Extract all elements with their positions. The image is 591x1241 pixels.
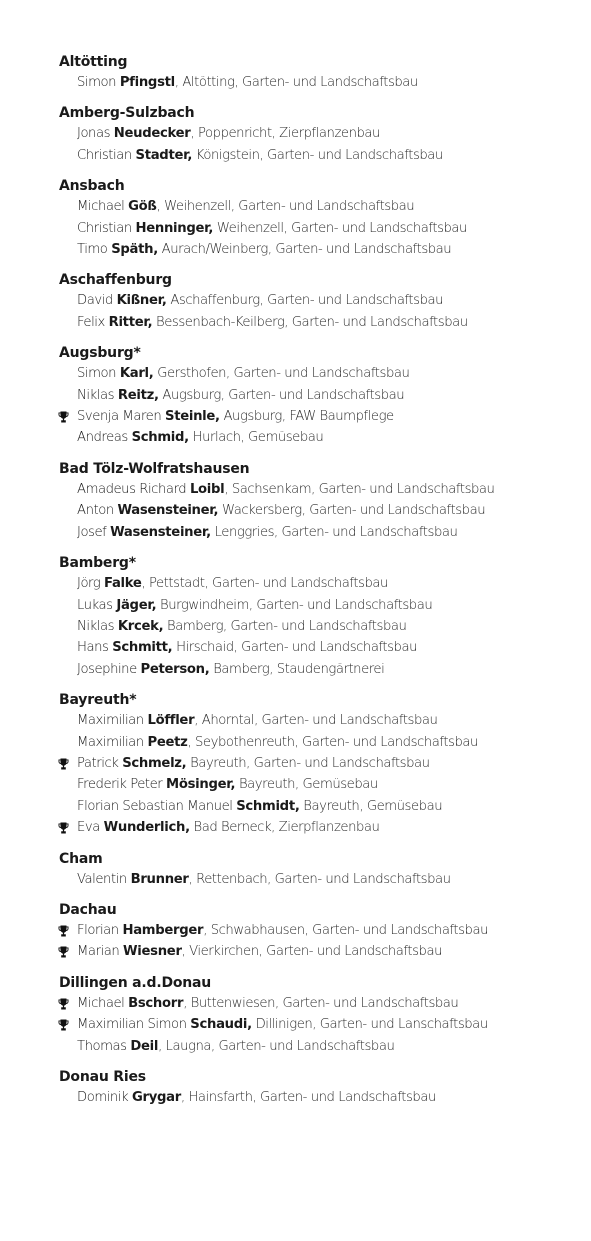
list-item <box>59 312 584 333</box>
last-name: Schaudi, <box>190 1017 252 1033</box>
entry-details: , Hainsfarth, Garten- und Landschaftsbau <box>180 1090 436 1105</box>
trophy-icon <box>58 758 69 770</box>
list-item <box>59 145 584 166</box>
first-name: Christian <box>77 220 132 236</box>
last-name: Brunner <box>130 871 189 887</box>
entry-details: Weihenzell, Garten- und Landschaftsbau <box>213 220 467 236</box>
entry-details: Augsburg, FAW Baumpflege <box>219 409 394 425</box>
district-section <box>59 459 584 543</box>
list-item <box>59 616 584 637</box>
district-section <box>59 1067 584 1108</box>
last-name: Jäger, <box>116 597 157 613</box>
entry-details: Bayreuth, Garten- und Landschaftsbau <box>186 755 430 771</box>
last-name: Pfingstl <box>119 75 175 90</box>
entry-details: , Sachsenkam, Garten- und Landschaftsbau <box>224 481 495 497</box>
first-name: Patrick <box>77 755 119 771</box>
first-name: Timo <box>77 242 108 258</box>
last-name: Grygar <box>132 1090 181 1105</box>
last-name: Löffler <box>147 713 195 729</box>
entry-details: Aschaffenburg, Garten- und Landschaftsbau <box>166 293 444 309</box>
entry-details: Gersthofen, Garten- und Landschaftsbau <box>153 366 410 382</box>
entry-details: Hurlach, Gemüsebau <box>188 430 324 446</box>
first-name: David <box>77 293 113 309</box>
entry-details: , Buttenwiesen, Garten- und Landschaftsbau <box>183 995 459 1011</box>
district-section <box>59 103 584 166</box>
first-name: Simon <box>77 75 117 90</box>
first-name: Florian <box>77 922 119 938</box>
first-name: Jonas <box>77 126 111 142</box>
first-name: Simon <box>77 366 117 382</box>
entry-details: Aurach/Weinberg, Garten- und Landschaftsbau <box>157 242 452 258</box>
list-item <box>59 385 584 406</box>
first-name: Maximilian <box>77 713 144 729</box>
entry-details: Bamberg, Garten- und Landschaftsbau <box>163 618 407 634</box>
last-name: Krcek, <box>117 618 164 634</box>
last-name: Reitz, <box>117 387 159 403</box>
entry-details: Bessenbach-Keilberg, Garten- und Landschaftsbau <box>152 314 468 330</box>
last-name: Wunderlich, <box>103 820 190 836</box>
first-name: Michael <box>77 199 125 215</box>
first-name: Niklas <box>77 387 115 403</box>
list-item <box>59 732 584 753</box>
district-name: Bayreuth* <box>59 692 137 709</box>
list-item <box>59 72 584 93</box>
district-name: Altötting <box>59 54 128 70</box>
entry-details: , Laugna, Garten- und Landschaftsbau <box>158 1038 395 1054</box>
list-item <box>59 595 584 616</box>
entry-details: Dillinigen, Garten- und Lanschaftsbau <box>251 1017 488 1033</box>
entry-details: , Poppenricht, Zierpflanzenbau <box>190 126 380 142</box>
first-name: Florian Sebastian Manuel <box>77 798 233 814</box>
last-name: Deil <box>130 1038 159 1054</box>
district-name: Augsburg* <box>59 345 141 362</box>
list-item <box>59 1036 584 1057</box>
entry-details: Bad Berneck, Zierpflanzenbau <box>189 820 380 836</box>
district-section <box>59 553 584 680</box>
last-name: Karl, <box>119 366 154 382</box>
last-name: Mösinger, <box>166 777 236 793</box>
last-name: Wasensteiner, <box>110 524 211 540</box>
list-item <box>59 427 584 448</box>
first-name: Felix <box>77 314 105 330</box>
list-item <box>59 290 584 311</box>
last-name: Schmidt, <box>236 798 300 814</box>
list-item <box>59 753 584 774</box>
first-name: Maximilian Simon <box>77 1017 187 1033</box>
first-name: Josephine <box>77 661 137 677</box>
district-name: Aschaffenburg <box>59 272 172 289</box>
last-name: Wiesner <box>123 944 182 960</box>
first-name: Jörg <box>77 576 101 592</box>
first-name: Amadeus Richard <box>77 481 187 497</box>
list-item <box>59 479 584 500</box>
trophy-icon <box>58 1019 69 1031</box>
first-name: Valentin <box>77 871 127 887</box>
district-section <box>59 900 584 963</box>
last-name: Stadter, <box>135 147 193 163</box>
first-name: Josef <box>77 524 107 540</box>
entry-details: Lenggries, Garten- und Landschaftsbau <box>210 524 458 540</box>
trophy-icon <box>58 946 69 958</box>
district-section <box>59 176 584 260</box>
district-name: Cham <box>59 850 103 867</box>
list-item <box>59 710 584 731</box>
last-name: Hamberger <box>122 922 204 938</box>
entry-details: Hirschaid, Garten- und Landschaftsbau <box>172 640 418 656</box>
list-item <box>59 239 584 260</box>
list-item <box>59 123 584 144</box>
list-item <box>59 573 584 594</box>
district-name: Amberg-Sulzbach <box>59 105 195 122</box>
entry-details: Augsburg, Garten- und Landschaftsbau <box>158 387 405 403</box>
district-name: Dachau <box>59 901 117 918</box>
entry-details: Bayreuth, Gemüsebau <box>299 798 443 814</box>
last-name: Schmitt, <box>112 640 173 656</box>
last-name: Wasensteiner, <box>117 503 219 519</box>
district-section <box>59 52 584 93</box>
entry-details: , Pettstadt, Garten- und Landschaftsbau <box>141 576 388 592</box>
entry-details: , Weihenzell, Garten- und Landschaftsbau <box>156 199 415 215</box>
district-name: Bamberg* <box>59 555 136 572</box>
last-name: Ritter, <box>108 314 153 330</box>
list-item <box>59 363 584 384</box>
first-name: Eva <box>77 820 100 836</box>
district-section <box>59 270 584 333</box>
list-item <box>59 522 584 543</box>
first-name: Marian <box>77 944 120 960</box>
district-name: Dillingen a.d.Donau <box>59 974 212 991</box>
entry-details: Wackersberg, Garten- und Landschaftsbau <box>218 503 486 519</box>
entry-details: , Rettenbach, Garten- und Landschaftsbau <box>188 871 451 887</box>
last-name: Späth, <box>111 242 158 258</box>
entry-details: Burgwindheim, Garten- und Landschaftsbau <box>156 597 433 613</box>
entry-details: , Vierkirchen, Garten- und Landschaftsbau <box>181 944 442 960</box>
list-item <box>59 500 584 521</box>
trophy-icon <box>58 822 69 834</box>
list-item <box>59 993 584 1014</box>
first-name: Svenja Maren <box>77 409 162 425</box>
entry-details: , Schwabhausen, Garten- und Landschaftsbau <box>203 922 489 938</box>
list-item <box>59 637 584 658</box>
first-name: Michael <box>77 995 125 1011</box>
first-name: Anton <box>77 503 114 519</box>
entry-details: , Ahorntal, Garten- und Landschaftsbau <box>194 713 438 729</box>
district-section <box>59 849 584 890</box>
district-list <box>59 52 584 1118</box>
list-item <box>59 796 584 817</box>
first-name: Christian <box>77 147 132 163</box>
district-section <box>59 343 584 449</box>
list-item <box>59 817 584 838</box>
last-name: Peetz <box>147 734 188 750</box>
last-name: Schmelz, <box>122 755 187 771</box>
first-name: Frederik Peter <box>77 777 163 793</box>
entry-details: Königstein, Garten- und Landschaftsbau <box>192 147 443 163</box>
last-name: Peterson, <box>140 661 210 677</box>
list-item <box>59 1014 584 1035</box>
first-name: Andreas <box>77 430 128 446</box>
district-section <box>59 690 584 838</box>
district-name: Ansbach <box>59 178 125 195</box>
entry-details: , Altötting, Garten- und Landschaftsbau <box>174 75 418 90</box>
last-name: Steinle, <box>165 409 220 425</box>
entry-details: Bamberg, Staudengärtnerei <box>209 661 385 677</box>
first-name: Maximilian <box>77 734 144 750</box>
first-name: Niklas <box>77 618 115 634</box>
last-name: Falke <box>104 576 142 592</box>
trophy-icon <box>58 411 69 423</box>
entry-details: Bayreuth, Gemüsebau <box>235 777 378 793</box>
list-item <box>59 218 584 239</box>
district-name: Donau Ries <box>59 1069 146 1085</box>
trophy-icon <box>58 925 69 937</box>
last-name: Kißner, <box>116 293 167 309</box>
first-name: Thomas <box>77 1038 127 1054</box>
first-name: Hans <box>77 640 109 656</box>
entry-details: , Seybothenreuth, Garten- und Landschaftsbau <box>187 734 478 750</box>
list-item <box>59 941 584 962</box>
last-name: Loibl <box>189 481 225 497</box>
list-item <box>59 1087 584 1108</box>
list-item <box>59 406 584 427</box>
last-name: Neudecker <box>113 126 191 142</box>
first-name: Dominik <box>77 1090 129 1105</box>
list-item <box>59 196 584 217</box>
last-name: Bschorr <box>128 995 184 1011</box>
last-name: Schmid, <box>131 430 189 446</box>
list-item <box>59 659 584 680</box>
district-name: Bad Tölz-Wolfratshausen <box>59 460 250 477</box>
district-section <box>59 973 584 1057</box>
list-item <box>59 869 584 890</box>
list-item <box>59 920 584 941</box>
trophy-icon <box>58 998 69 1010</box>
first-name: Lukas <box>77 597 113 613</box>
list-item <box>59 774 584 795</box>
last-name: Henninger, <box>135 220 214 236</box>
last-name: Göß <box>128 199 157 215</box>
